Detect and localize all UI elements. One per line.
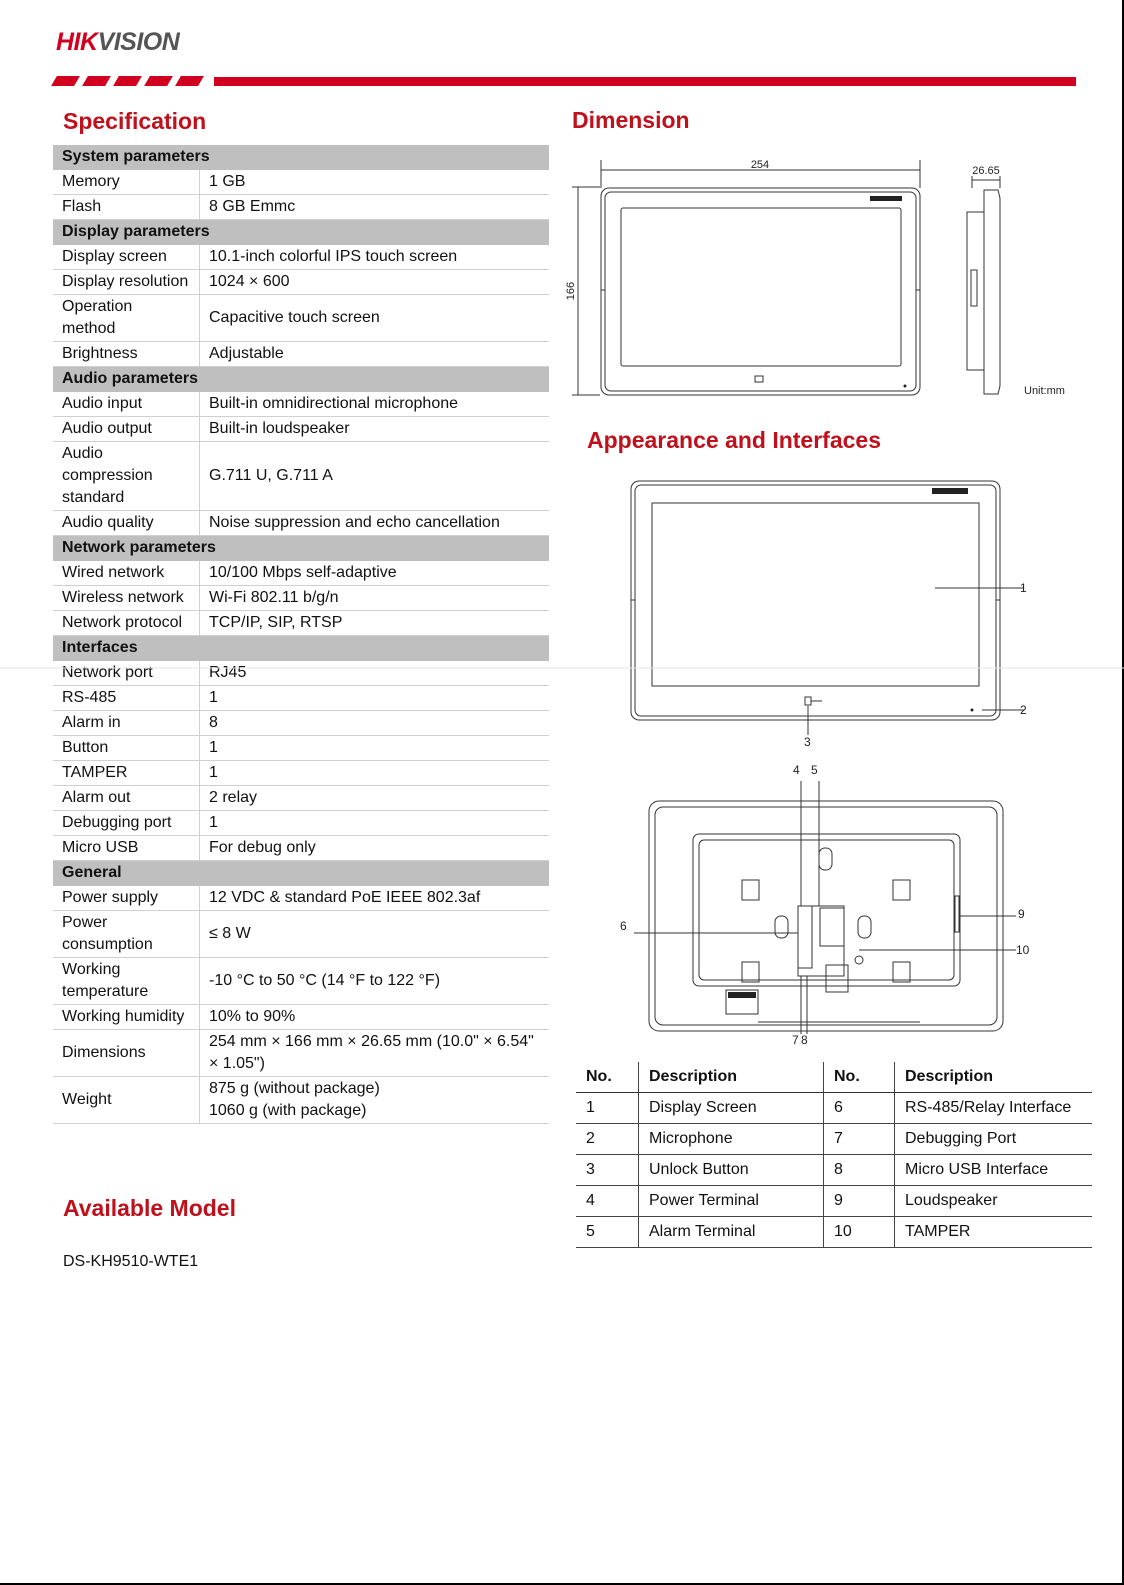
spec-key: Micro USB xyxy=(53,836,200,861)
spec-section-label: System parameters xyxy=(53,145,549,170)
spec-key: Display screen xyxy=(53,245,200,270)
legend-description: Micro USB Interface xyxy=(895,1155,1093,1186)
callout-6: 6 xyxy=(620,919,627,933)
spec-key: Network port xyxy=(53,661,200,686)
spec-row xyxy=(53,661,549,686)
legend-header-description: Description xyxy=(639,1062,824,1093)
spec-value: 10.1-inch colorful IPS touch screen xyxy=(200,245,550,270)
spec-key: Flash xyxy=(53,195,200,220)
legend-no: 6 xyxy=(824,1093,895,1124)
spec-row xyxy=(53,736,549,761)
callout-4: 4 xyxy=(793,763,800,777)
spec-key: Power consumption xyxy=(53,911,200,958)
dimension-title: Dimension xyxy=(572,107,690,133)
spec-value: Built-in omnidirectional microphone xyxy=(200,392,550,417)
legend-description: Debugging Port xyxy=(895,1124,1093,1155)
spec-row xyxy=(53,586,549,611)
spec-key: Alarm in xyxy=(53,711,200,736)
spec-row xyxy=(53,611,549,636)
spec-value: 1024 × 600 xyxy=(200,270,550,295)
legend-header-no: No. xyxy=(576,1062,639,1093)
spec-section-label: Audio parameters xyxy=(53,367,549,392)
spec-row xyxy=(53,911,549,958)
spec-value: 1 GB xyxy=(200,170,550,195)
spec-value: RJ45 xyxy=(200,661,550,686)
spec-key: TAMPER xyxy=(53,761,200,786)
spec-value: 12 VDC & standard PoE IEEE 802.3af xyxy=(200,886,550,911)
spec-key: Audio input xyxy=(53,392,200,417)
spec-key: Display resolution xyxy=(53,270,200,295)
legend-no: 5 xyxy=(576,1217,639,1248)
callout-7: 7 xyxy=(792,1033,799,1047)
spec-key: Network protocol xyxy=(53,611,200,636)
spec-value: ≤ 8 W xyxy=(200,911,550,958)
legend-no: 4 xyxy=(576,1186,639,1217)
legend-no: 2 xyxy=(576,1124,639,1155)
spec-row xyxy=(53,711,549,736)
spec-row xyxy=(53,342,549,367)
spec-key: Button xyxy=(53,736,200,761)
legend-row xyxy=(576,1217,1092,1248)
spec-value: 1 xyxy=(200,761,550,786)
available-model-title: Available Model xyxy=(63,1195,236,1221)
callout-2: 2 xyxy=(1020,703,1027,717)
spec-row xyxy=(53,886,549,911)
specification-table xyxy=(53,145,549,1124)
legend-description: Loudspeaker xyxy=(895,1186,1093,1217)
spec-value: Built-in loudspeaker xyxy=(200,417,550,442)
legend-description: Power Terminal xyxy=(639,1186,824,1217)
appearance-drawing xyxy=(600,470,1060,1060)
spec-row xyxy=(53,1005,549,1030)
legend-description: Display Screen xyxy=(639,1093,824,1124)
callout-1: 1 xyxy=(1020,581,1027,595)
legend-description: Microphone xyxy=(639,1124,824,1155)
spec-value: 1 xyxy=(200,811,550,836)
legend-header-no: No. xyxy=(824,1062,895,1093)
legend-row xyxy=(576,1186,1092,1217)
spec-row xyxy=(53,170,549,195)
legend-description: TAMPER xyxy=(895,1217,1093,1248)
spec-value: Capacitive touch screen xyxy=(200,295,550,342)
spec-section-row xyxy=(53,861,549,886)
legend-row xyxy=(576,1093,1092,1124)
spec-key: Weight xyxy=(53,1077,200,1124)
legend-description: Unlock Button xyxy=(639,1155,824,1186)
legend-no: 9 xyxy=(824,1186,895,1217)
spec-row xyxy=(53,836,549,861)
spec-row xyxy=(53,392,549,417)
spec-section-row xyxy=(53,536,549,561)
legend-no: 3 xyxy=(576,1155,639,1186)
interfaces-legend-table xyxy=(576,1062,1092,1248)
width-label: 254 xyxy=(750,159,770,171)
spec-section-label: Interfaces xyxy=(53,636,549,661)
legend-no: 1 xyxy=(576,1093,639,1124)
spec-row xyxy=(53,811,549,836)
spec-value: 10% to 90% xyxy=(200,1005,550,1030)
spec-row xyxy=(53,958,549,1005)
spec-key: Power supply xyxy=(53,886,200,911)
spec-value: 8 xyxy=(200,711,550,736)
spec-row xyxy=(53,245,549,270)
spec-value: For debug only xyxy=(200,836,550,861)
spec-row xyxy=(53,295,549,342)
specification-title: Specification xyxy=(63,108,207,134)
spec-value: 10/100 Mbps self-adaptive xyxy=(200,561,550,586)
legend-description: RS-485/Relay Interface xyxy=(895,1093,1093,1124)
callout-5: 5 xyxy=(811,763,818,777)
spec-key: Wireless network xyxy=(53,586,200,611)
spec-key: Dimensions xyxy=(53,1030,200,1077)
spec-row xyxy=(53,511,549,536)
spec-key: RS-485 xyxy=(53,686,200,711)
spec-value: 254 mm × 166 mm × 26.65 mm (10.0" × 6.54" × 1.05") xyxy=(200,1030,550,1077)
spec-key: Brightness xyxy=(53,342,200,367)
spec-value: 875 g (without package) 1060 g (with package) xyxy=(200,1077,550,1124)
spec-value: 2 relay xyxy=(200,786,550,811)
spec-row xyxy=(53,270,549,295)
legend-no: 7 xyxy=(824,1124,895,1155)
dimension-drawing xyxy=(560,150,1100,410)
legend-no: 10 xyxy=(824,1217,895,1248)
spec-value: 1 xyxy=(200,686,550,711)
spec-value: TCP/IP, SIP, RTSP xyxy=(200,611,550,636)
model-name: DS-KH9510-WTE1 xyxy=(63,1253,199,1270)
spec-section-row xyxy=(53,367,549,392)
header-red-bar xyxy=(214,77,1076,86)
spec-section-row xyxy=(53,220,549,245)
legend-header-description: Description xyxy=(895,1062,1093,1093)
spec-section-label: Network parameters xyxy=(53,536,549,561)
spec-key: Audio output xyxy=(53,417,200,442)
spec-key: Working humidity xyxy=(53,1005,200,1030)
callout-3: 3 xyxy=(804,735,811,749)
spec-value: Wi-Fi 802.11 b/g/n xyxy=(200,586,550,611)
legend-no: 8 xyxy=(824,1155,895,1186)
spec-key: Operation method xyxy=(53,295,200,342)
spec-key: Audio quality xyxy=(53,511,200,536)
header-stripes xyxy=(54,76,206,86)
spec-key: Memory xyxy=(53,170,200,195)
unit-label: Unit:mm xyxy=(1024,385,1065,397)
spec-row xyxy=(53,761,549,786)
legend-header-row xyxy=(576,1062,1092,1093)
spec-value: 8 GB Emmc xyxy=(200,195,550,220)
spec-value: -10 °C to 50 °C (14 °F to 122 °F) xyxy=(200,958,550,1005)
spec-key: Alarm out xyxy=(53,786,200,811)
legend-row xyxy=(576,1124,1092,1155)
legend-row xyxy=(576,1155,1092,1186)
legend-description: Alarm Terminal xyxy=(639,1217,824,1248)
spec-row xyxy=(53,1030,549,1077)
spec-key: Debugging port xyxy=(53,811,200,836)
appearance-title: Appearance and Interfaces xyxy=(587,427,882,453)
depth-label: 26.65 xyxy=(972,165,1000,177)
spec-value: Adjustable xyxy=(200,342,550,367)
spec-section-row xyxy=(53,636,549,661)
spec-row xyxy=(53,686,549,711)
height-label: 166 xyxy=(565,281,577,301)
callout-8: 8 xyxy=(801,1033,808,1047)
spec-section-row xyxy=(53,145,549,170)
spec-value: Noise suppression and echo cancellation xyxy=(200,511,550,536)
spec-row xyxy=(53,786,549,811)
spec-key: Working temperature xyxy=(53,958,200,1005)
spec-section-label: General xyxy=(53,861,549,886)
spec-key: Audio compression standard xyxy=(53,442,200,511)
hikvision-logo: HIKVISION xyxy=(56,28,180,56)
callout-10: 10 xyxy=(1016,943,1030,957)
spec-row xyxy=(53,1077,549,1124)
spec-row xyxy=(53,561,549,586)
spec-value: 1 xyxy=(200,736,550,761)
spec-row xyxy=(53,417,549,442)
spec-row xyxy=(53,195,549,220)
spec-row xyxy=(53,442,549,511)
spec-section-label: Display parameters xyxy=(53,220,549,245)
callout-9: 9 xyxy=(1018,907,1025,921)
spec-value: G.711 U, G.711 A xyxy=(200,442,550,511)
spec-key: Wired network xyxy=(53,561,200,586)
